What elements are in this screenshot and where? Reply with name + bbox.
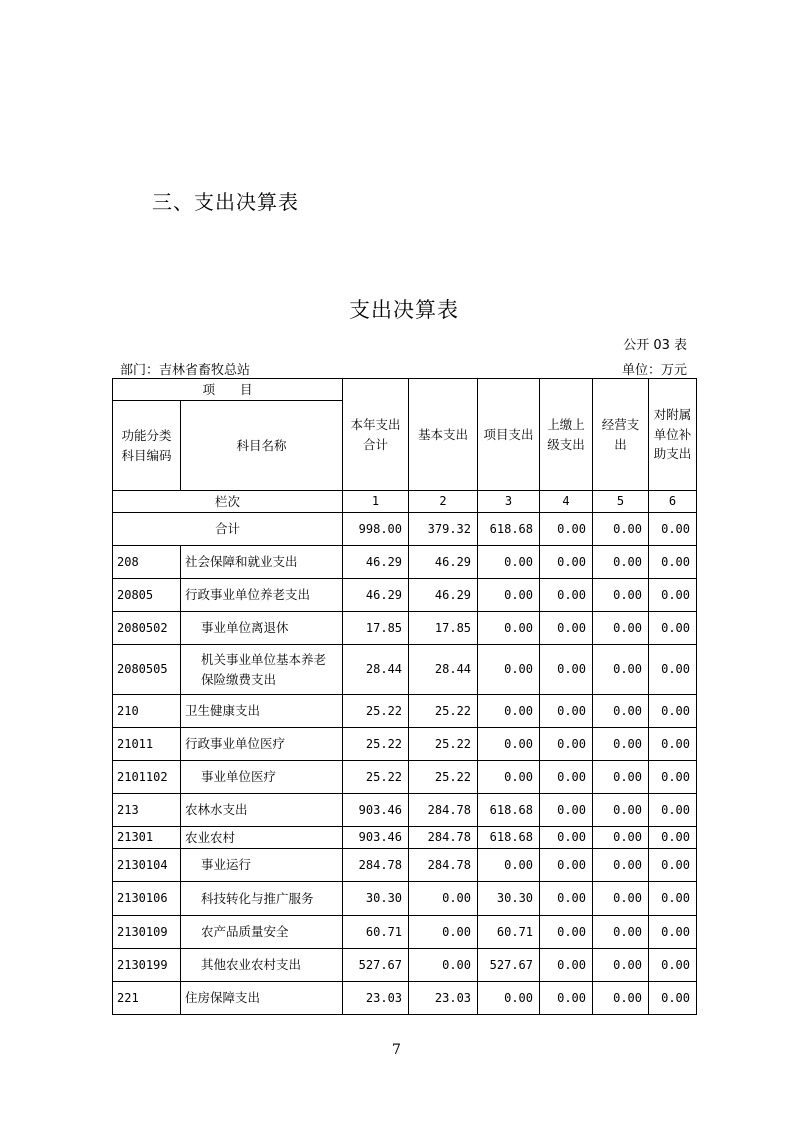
row-value: 0.00 <box>593 949 649 982</box>
row-value: 0.00 <box>540 728 593 761</box>
row-value: 0.00 <box>540 579 593 612</box>
row-value: 0.00 <box>540 949 593 982</box>
table-row <box>113 949 697 982</box>
row-value: 46.29 <box>409 579 478 612</box>
row-value: 0.00 <box>540 612 593 645</box>
row-value: 0.00 <box>649 849 697 882</box>
row-value: 284.78 <box>409 849 478 882</box>
total-value: 0.00 <box>649 513 697 546</box>
row-value: 0.00 <box>593 916 649 949</box>
row-value: 903.46 <box>343 827 409 849</box>
header-col5: 经营支出 <box>593 379 649 491</box>
row-value: 618.68 <box>478 827 540 849</box>
lanci-num: 2 <box>409 491 478 513</box>
row-value: 284.78 <box>409 827 478 849</box>
row-value: 46.29 <box>343 579 409 612</box>
page-number: 7 <box>392 1042 401 1058</box>
row-value: 0.00 <box>593 849 649 882</box>
row-name: 社会保障和就业支出 <box>181 546 343 579</box>
row-name: 机关事业单位基本养老保险缴费支出 <box>181 645 343 695</box>
row-value: 0.00 <box>649 695 697 728</box>
row-value: 0.00 <box>593 695 649 728</box>
row-code: 2101102 <box>113 761 181 794</box>
table-row <box>113 579 697 612</box>
row-value: 25.22 <box>409 728 478 761</box>
row-code: 2130109 <box>113 916 181 949</box>
row-code: 213 <box>113 794 181 827</box>
row-value: 0.00 <box>540 546 593 579</box>
row-value: 903.46 <box>343 794 409 827</box>
row-code: 2080505 <box>113 645 181 695</box>
row-value: 23.03 <box>409 982 478 1015</box>
row-value: 0.00 <box>540 882 593 916</box>
table-row <box>113 794 697 827</box>
row-name: 事业单位医疗 <box>181 761 343 794</box>
table-row <box>113 612 697 645</box>
section-heading: 三、支出决算表 <box>152 190 299 214</box>
department-label: 部门：吉林省畜牧总站 <box>120 363 251 378</box>
row-value: 25.22 <box>409 761 478 794</box>
row-value: 25.22 <box>343 761 409 794</box>
row-value: 0.00 <box>478 579 540 612</box>
row-value: 0.00 <box>649 728 697 761</box>
row-code: 21301 <box>113 827 181 849</box>
row-value: 0.00 <box>478 728 540 761</box>
row-value: 0.00 <box>593 827 649 849</box>
table-row <box>113 546 697 579</box>
row-value: 0.00 <box>478 849 540 882</box>
total-value: 379.32 <box>409 513 478 546</box>
row-name: 住房保障支出 <box>181 982 343 1015</box>
header-item: 项 目 <box>113 379 343 401</box>
row-value: 0.00 <box>540 982 593 1015</box>
row-value: 28.44 <box>343 645 409 695</box>
lanci-num: 6 <box>649 491 697 513</box>
table-row <box>113 645 697 695</box>
row-value: 0.00 <box>478 982 540 1015</box>
table-row <box>113 849 697 882</box>
lanci-label: 栏次 <box>113 491 343 513</box>
row-name: 事业运行 <box>181 849 343 882</box>
row-value: 23.03 <box>343 982 409 1015</box>
row-value: 0.00 <box>649 612 697 645</box>
total-row <box>113 513 697 546</box>
header-col2: 基本支出 <box>409 379 478 491</box>
row-value: 527.67 <box>343 949 409 982</box>
row-name: 行政事业单位医疗 <box>181 728 343 761</box>
unit-label: 单位：万元 <box>621 363 687 378</box>
row-value: 0.00 <box>593 728 649 761</box>
row-value: 0.00 <box>649 546 697 579</box>
row-value: 0.00 <box>478 761 540 794</box>
total-value: 618.68 <box>478 513 540 546</box>
row-name: 事业单位离退休 <box>181 612 343 645</box>
row-value: 46.29 <box>343 546 409 579</box>
row-value: 28.44 <box>409 645 478 695</box>
total-label: 合计 <box>113 513 343 546</box>
row-value: 0.00 <box>409 916 478 949</box>
table-row <box>113 695 697 728</box>
form-number: 公开 03 表 <box>623 338 687 353</box>
row-name: 科技转化与推广服务 <box>181 882 343 916</box>
row-code: 221 <box>113 982 181 1015</box>
row-code: 2080502 <box>113 612 181 645</box>
row-value: 0.00 <box>593 612 649 645</box>
row-value: 17.85 <box>409 612 478 645</box>
row-value: 0.00 <box>649 579 697 612</box>
table-row <box>113 728 697 761</box>
row-value: 0.00 <box>649 982 697 1015</box>
row-value: 60.71 <box>343 916 409 949</box>
header-col1: 本年支出合计 <box>343 379 409 491</box>
row-value: 0.00 <box>540 645 593 695</box>
row-name: 行政事业单位养老支出 <box>181 579 343 612</box>
row-name: 农产品质量安全 <box>181 916 343 949</box>
header-col3: 项目支出 <box>478 379 540 491</box>
row-value: 60.71 <box>478 916 540 949</box>
table-row <box>113 982 697 1015</box>
row-value: 17.85 <box>343 612 409 645</box>
row-value: 0.00 <box>478 546 540 579</box>
table-row <box>113 827 697 849</box>
row-value: 0.00 <box>649 916 697 949</box>
row-value: 0.00 <box>593 546 649 579</box>
total-value: 0.00 <box>540 513 593 546</box>
row-value: 618.68 <box>478 794 540 827</box>
row-value: 25.22 <box>409 695 478 728</box>
table-row <box>113 916 697 949</box>
row-value: 0.00 <box>478 695 540 728</box>
header-name: 科目名称 <box>181 401 343 491</box>
row-value: 30.30 <box>478 882 540 916</box>
header-col4: 上缴上级支出 <box>540 379 593 491</box>
row-value: 0.00 <box>649 949 697 982</box>
lanci-num: 4 <box>540 491 593 513</box>
header-code: 功能分类科目编码 <box>113 401 181 491</box>
row-value: 0.00 <box>540 761 593 794</box>
row-value: 30.30 <box>343 882 409 916</box>
row-value: 0.00 <box>649 645 697 695</box>
row-code: 2130106 <box>113 882 181 916</box>
total-value: 998.00 <box>343 513 409 546</box>
lanci-num: 1 <box>343 491 409 513</box>
row-code: 210 <box>113 695 181 728</box>
row-value: 284.78 <box>343 849 409 882</box>
row-code: 2130104 <box>113 849 181 882</box>
row-value: 0.00 <box>409 882 478 916</box>
row-value: 0.00 <box>649 882 697 916</box>
row-value: 0.00 <box>540 695 593 728</box>
row-value: 0.00 <box>540 916 593 949</box>
row-code: 20805 <box>113 579 181 612</box>
row-name: 卫生健康支出 <box>181 695 343 728</box>
row-value: 0.00 <box>593 794 649 827</box>
total-value: 0.00 <box>593 513 649 546</box>
row-value: 527.67 <box>478 949 540 982</box>
document-title: 支出决算表 <box>349 298 459 322</box>
row-name: 农林水支出 <box>181 794 343 827</box>
row-name: 农业农村 <box>181 827 343 849</box>
row-name: 其他农业农村支出 <box>181 949 343 982</box>
row-value: 0.00 <box>540 849 593 882</box>
row-value: 284.78 <box>409 794 478 827</box>
row-value: 46.29 <box>409 546 478 579</box>
lanci-num: 3 <box>478 491 540 513</box>
row-value: 0.00 <box>409 949 478 982</box>
row-value: 25.22 <box>343 728 409 761</box>
row-value: 0.00 <box>593 579 649 612</box>
row-value: 0.00 <box>593 645 649 695</box>
row-value: 0.00 <box>478 645 540 695</box>
lanci-num: 5 <box>593 491 649 513</box>
row-code: 208 <box>113 546 181 579</box>
row-value: 0.00 <box>593 882 649 916</box>
row-value: 25.22 <box>343 695 409 728</box>
expenditure-table <box>112 378 697 1015</box>
row-value: 0.00 <box>649 827 697 849</box>
table-row <box>113 761 697 794</box>
row-value: 0.00 <box>649 794 697 827</box>
table-row <box>113 882 697 916</box>
row-value: 0.00 <box>540 827 593 849</box>
row-value: 0.00 <box>593 761 649 794</box>
header-col6: 对附属单位补助支出 <box>649 379 697 491</box>
row-value: 0.00 <box>649 761 697 794</box>
row-code: 21011 <box>113 728 181 761</box>
row-value: 0.00 <box>593 982 649 1015</box>
row-value: 0.00 <box>478 612 540 645</box>
row-value: 0.00 <box>540 794 593 827</box>
row-code: 2130199 <box>113 949 181 982</box>
